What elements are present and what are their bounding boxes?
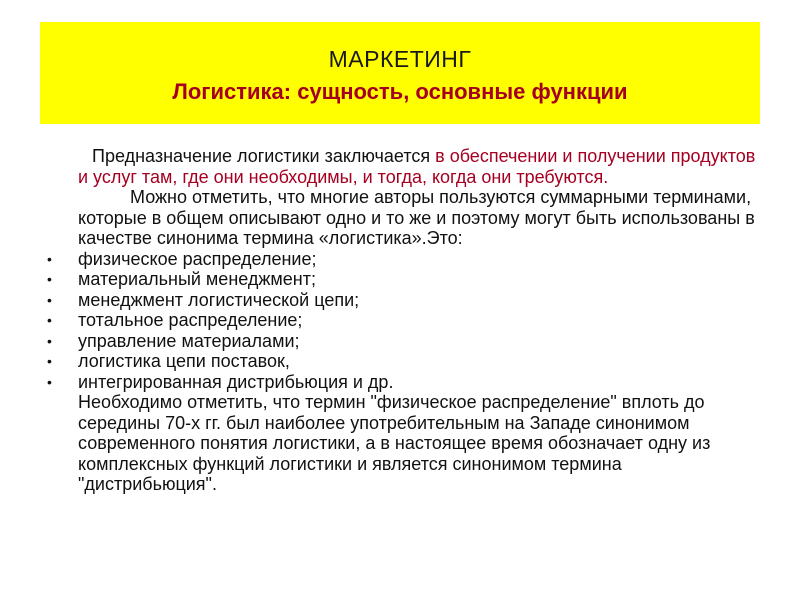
list-item: • интегрированная дистрибьюция и др. [47,371,394,392]
list-item: • управление материалами; [47,330,300,351]
list-item: • физическое распределение; [47,248,317,269]
authors-paragraph: Можно отметить, что многие авторы пользуются суммарными терминами, которые в общем описывают одно и то же и поэтому могут быть использованы в качестве синонима термина «логистика».Это: [78,187,755,248]
bullet-icon: • [47,353,52,369]
bullet-icon: • [47,250,52,267]
intro-paragraph [78,146,758,187]
intro-highlight: в обеспечении и получении продуктов и услуг там, где они необходимы, и тогда, когда они требуются. [78,146,756,187]
list-item: • менеджмент логистической цепи; [47,289,360,310]
list-item: • логистика цепи поставок, [47,351,290,371]
bullet-icon: • [47,373,52,390]
list-item: • материальный менеджмент; [47,269,316,289]
slide-body [47,146,758,495]
intro-lead: Предназначение логистики заключается [92,146,436,166]
bullet-icon: • [47,271,52,287]
closing-paragraph: Необходимо отметить, что термин "физическое распределение" вплоть до середины 70-х гг. был наиболее употребительным на Западе синонимом современного понятия логистики, а в настоящее время обозначает одну из комплексных функций логистики и является синонимом термина "дистрибьюция". [78,392,711,494]
slide-title: МАРКЕТИНГ [328,46,472,72]
slide-subtitle: Логистика: сущность, основные функции [172,79,628,104]
list-item: • тотальное распределение; [47,310,303,330]
title-banner [40,22,760,124]
bullet-icon: • [47,291,52,308]
synonyms-list [47,248,758,393]
bullet-icon: • [47,332,52,349]
bullet-icon: • [47,312,52,328]
